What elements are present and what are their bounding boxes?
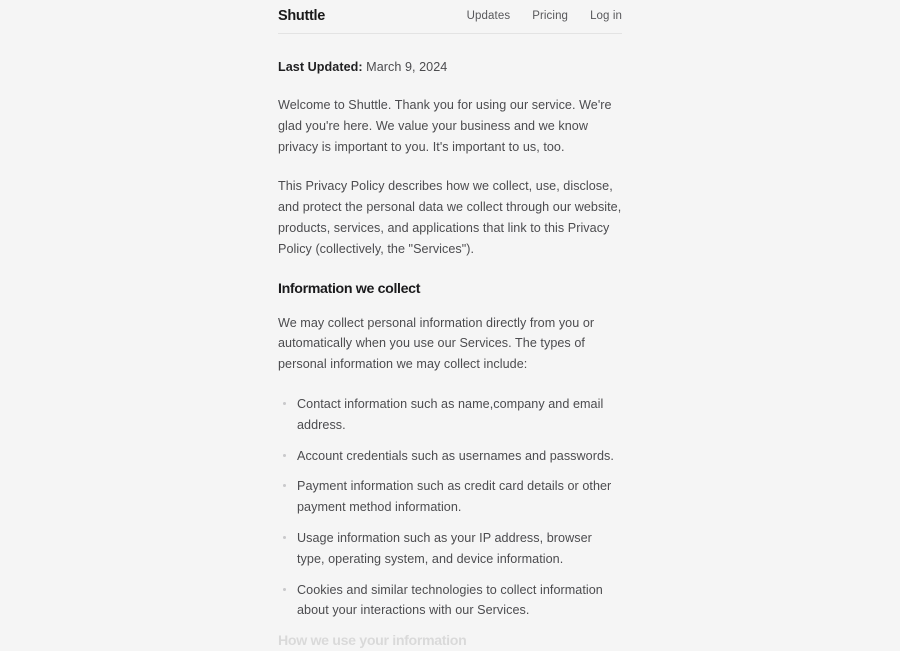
nav-link-updates[interactable]: Updates (466, 10, 511, 22)
list-item-text: Usage information such as your IP address, browser type, operating system, and device information. (297, 530, 592, 566)
list-item (278, 528, 622, 570)
section-heading-next-partial: How we use your information (278, 633, 467, 650)
scope-paragraph: This Privacy Policy describes how we collect, use, disclose, and protect the personal data we collect through our website, products, services, and applications that link to this Privacy Policy (collectively, the "Services"). (278, 179, 622, 256)
last-updated-label: Last Updated: (278, 60, 363, 74)
list-item (278, 446, 622, 467)
section-heading-information-we-collect: Information we collect (278, 280, 421, 297)
list-item-text: Payment information such as credit card details or other payment method information. (297, 479, 612, 515)
last-updated-value: March 9, 2024 (362, 60, 448, 74)
last-updated-line (278, 57, 622, 77)
policy-content (278, 34, 622, 651)
nav-link-login[interactable]: Log in (590, 10, 622, 22)
list-item-text: Account credentials such as usernames and passwords. (297, 448, 614, 463)
information-collected-list (278, 394, 622, 621)
bullet-dot-icon (283, 588, 286, 591)
bullet-dot-icon (283, 484, 286, 487)
list-item (278, 394, 622, 436)
nav-link-pricing[interactable]: Pricing (532, 10, 569, 22)
list-item (278, 580, 622, 622)
list-item-text: Contact information such as name,company and email address. (297, 396, 604, 432)
section-lead-paragraph: We may collect personal information directly from you or automatically when you use our Services. The types of personal information we may collect include: (278, 315, 595, 372)
list-item (278, 476, 622, 518)
brand-logo[interactable]: Shuttle (278, 8, 326, 24)
bullet-dot-icon (283, 536, 286, 539)
bullet-dot-icon (283, 454, 286, 457)
list-item-text: Cookies and similar technologies to collect information about your interactions with our Services. (297, 582, 603, 618)
bullet-dot-icon (283, 402, 286, 405)
primary-navigation (467, 8, 622, 24)
site-header (278, 0, 622, 34)
intro-paragraph: Welcome to Shuttle. Thank you for using our service. We're glad you're here. We value your business and we know privacy is important to you. It's important to us, too. (278, 98, 612, 154)
